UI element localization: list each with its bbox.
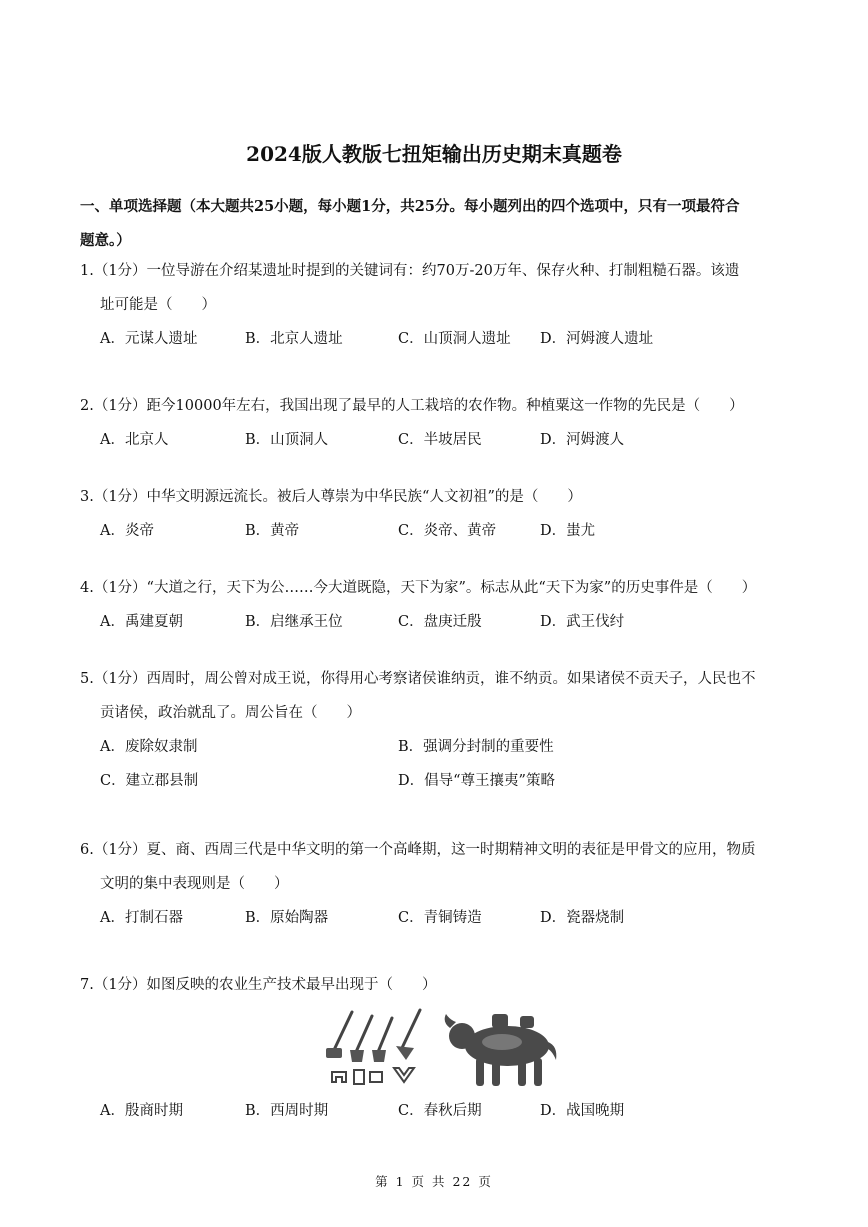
question-3: [80, 480, 792, 548]
option-d[interactable]: D．河姆渡人: [540, 432, 625, 448]
option-b[interactable]: B．强调分封制的重要性: [398, 739, 554, 755]
iron-farm-tools-icon: [322, 1006, 568, 1092]
question-7: [80, 968, 792, 1002]
option-d[interactable]: D．武王伐纣: [540, 614, 625, 630]
option-d[interactable]: D．战国晚期: [540, 1103, 625, 1119]
bronze-ox-statue-icon: [445, 1014, 557, 1086]
question-stem-cont: 贡诸侯，政治就乱了。周公旨在（ ）: [100, 705, 361, 721]
question-5: [80, 662, 792, 798]
question-stem: 6.（1分）夏、商、西周三代是中华文明的第一个高峰期，这一时期精神文明的表征是甲骨文的应用，物质: [80, 842, 756, 858]
option-b[interactable]: B．启继承王位: [245, 614, 343, 630]
question-stem: 2.（1分）距今10000年左右，我国出现了最早的人工栽培的农作物。种植粟这一作物的先民是（ ）: [80, 398, 744, 414]
section-heading-line1: 一、单项选择题（本大题共25小题，每小题1分，共25分。每小题列出的四个选项中，只有一项最符合: [80, 198, 740, 215]
option-d[interactable]: D．瓷器烧制: [540, 910, 625, 926]
option-row: [80, 605, 792, 639]
option-d[interactable]: D．蚩尤: [540, 523, 596, 539]
question-stem: 4.（1分）“大道之行，天下为公……今大道既隐，天下为家”。标志从此“天下为家”的历史事件是（ ）: [80, 580, 757, 596]
question-stem-cont: 文明的集中表现则是（ ）: [100, 876, 289, 892]
option-a[interactable]: A．废除奴隶制: [100, 739, 198, 755]
option-c[interactable]: C．山顶洞人遗址: [398, 331, 511, 347]
option-row: [80, 423, 792, 457]
option-b[interactable]: B．西周时期: [245, 1103, 329, 1119]
question-stem: 1.（1分）一位导游在介绍某遗址时提到的关键词有：约70万-20万年、保存火种、打制粗糙石器。该遗: [80, 263, 740, 279]
question-2: [80, 389, 792, 457]
question-stem: 3.（1分）中华文明源远流长。被后人尊崇为中华民族“人文初祖”的是（ ）: [80, 489, 582, 505]
option-row: [80, 514, 792, 548]
option-c[interactable]: C．春秋后期: [398, 1103, 482, 1119]
option-c[interactable]: C．炎帝、黄帝: [398, 523, 497, 539]
option-a[interactable]: A．北京人: [100, 432, 169, 448]
option-c[interactable]: C．建立郡县制: [100, 773, 199, 789]
page-title: 2024版人教版七扭矩输出历史期末真题卷: [246, 142, 622, 166]
option-row: [80, 901, 792, 935]
option-d[interactable]: D．倡导“尊王攘夷”策略: [398, 773, 555, 789]
option-b[interactable]: B．黄帝: [245, 523, 300, 539]
question-1: [80, 254, 792, 356]
option-row: [80, 322, 792, 356]
option-c[interactable]: C．半坡居民: [398, 432, 482, 448]
option-b[interactable]: B．山顶洞人: [245, 432, 329, 448]
question-7-figure: [322, 1006, 568, 1092]
option-row: [80, 1094, 792, 1128]
option-b[interactable]: B．原始陶器: [245, 910, 329, 926]
option-a[interactable]: A．禹建夏朝: [100, 614, 183, 630]
option-d[interactable]: D．河姆渡人遗址: [540, 331, 654, 347]
option-row: [80, 764, 792, 798]
question-stem: 7.（1分）如图反映的农业生产技术最早出现于（ ）: [80, 977, 437, 993]
option-a[interactable]: A．殷商时期: [100, 1103, 183, 1119]
option-row: [80, 730, 792, 764]
question-7-options: [80, 1094, 792, 1128]
option-a[interactable]: A．元谋人遗址: [100, 331, 198, 347]
question-stem: 5.（1分）西周时，周公曾对成王说，你得用心考察诸侯谁纳贡，谁不纳贡。如果诸侯不贡天子，人民也不: [80, 671, 756, 687]
section-heading-line2: 题意。）: [80, 232, 131, 249]
option-a[interactable]: A．炎帝: [100, 523, 154, 539]
option-b[interactable]: B．北京人遗址: [245, 331, 343, 347]
section-heading: [80, 190, 780, 258]
option-c[interactable]: C．青铜铸造: [398, 910, 482, 926]
option-a[interactable]: A．打制石器: [100, 910, 183, 926]
question-4: [80, 571, 792, 639]
option-c[interactable]: C．盘庚迁殷: [398, 614, 482, 630]
question-6: [80, 833, 792, 935]
question-stem-cont: 址可能是（ ）: [100, 297, 216, 313]
page-footer: 第 1 页 共 22 页: [375, 1174, 493, 1189]
